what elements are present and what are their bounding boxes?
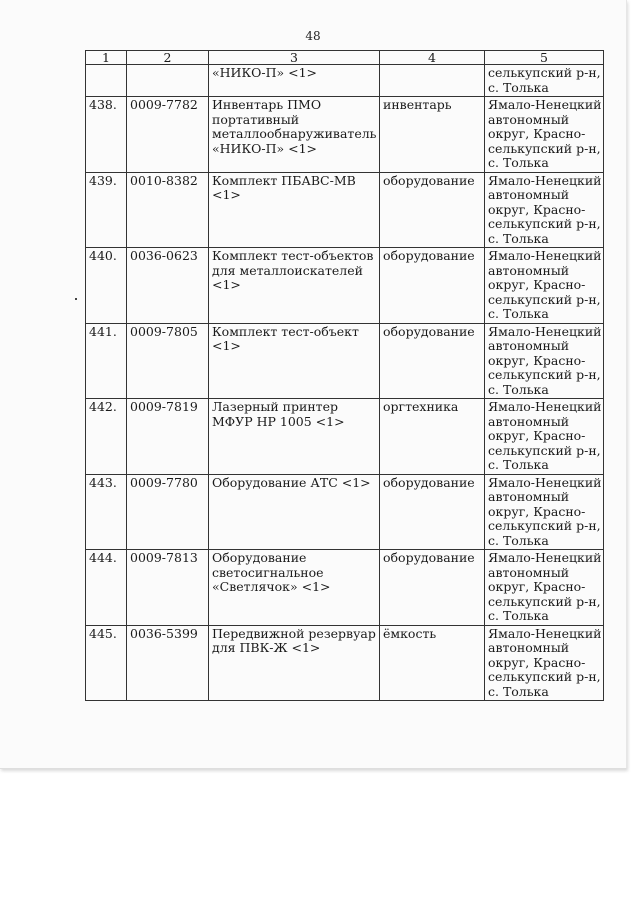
item-name-cell — [209, 172, 380, 248]
location-cell-line: автономный — [488, 187, 570, 202]
location-cell-line: Ямало-Ненецкий — [488, 97, 602, 112]
header-cell-4: 4 — [380, 51, 485, 65]
table-row — [86, 172, 604, 248]
item-name-cell-line: Комплект ПБАВС-МВ — [212, 172, 356, 188]
inventory-code-cell: 0009-7780 — [127, 474, 209, 550]
item-name-cell — [209, 625, 380, 701]
row-number-cell: 438. — [86, 97, 127, 173]
header-cell-5: 5 — [485, 51, 604, 65]
item-name-cell-line: «НИКО-П» <1> — [212, 65, 318, 80]
location-cell-line: автономный — [488, 564, 570, 580]
location-cell-line: автономный — [488, 489, 570, 504]
category-cell: оборудование — [380, 172, 485, 248]
location-cell-line: с. Толька — [488, 683, 549, 699]
table-row — [86, 550, 604, 626]
location-cell-line: Ямало-Ненецкий — [488, 399, 602, 414]
location-cell-line: округ, Красно- — [488, 503, 586, 519]
location-cell-line: автономный — [488, 640, 570, 655]
category-cell: оборудование — [380, 474, 485, 550]
scan-speck — [75, 298, 77, 300]
table-row — [86, 97, 604, 173]
item-name-cell-line: «НИКО-П» <1> — [212, 140, 318, 156]
item-name-cell — [209, 248, 380, 324]
location-cell-line: селькупский р-н, — [488, 669, 601, 684]
location-cell-line: автономный — [488, 262, 570, 278]
location-cell-line: с. Толька — [488, 532, 549, 548]
location-cell-line: округ, Красно- — [488, 201, 586, 217]
item-name-cell-line: Комплект тест-объект — [212, 323, 359, 339]
location-cell — [485, 97, 604, 173]
item-name-cell-line: «Светлячок» <1> — [212, 579, 331, 594]
inventory-code-cell — [127, 65, 209, 97]
item-name-cell — [209, 323, 380, 399]
location-cell — [485, 248, 604, 324]
inventory-code-cell: 0010-8382 — [127, 172, 209, 248]
item-name-cell-line: для ПВК-Ж <1> — [212, 640, 321, 655]
category-cell: оборудование — [380, 550, 485, 626]
location-cell-line: с. Толька — [488, 608, 549, 623]
item-name-cell-line: МФУР HP 1005 <1> — [212, 413, 345, 429]
inventory-table-body — [86, 51, 604, 701]
location-cell-line: с. Толька — [488, 381, 549, 397]
row-number-cell: 441. — [86, 323, 127, 399]
item-name-cell-line: портативный — [212, 111, 300, 127]
category-cell: ёмкость — [380, 625, 485, 701]
table-row — [86, 323, 604, 399]
location-cell-line: с. Толька — [488, 155, 549, 170]
location-cell — [485, 172, 604, 248]
table-header-row — [86, 51, 604, 65]
item-name-cell-line: Комплект тест-объектов — [212, 248, 374, 263]
row-number-cell: 440. — [86, 248, 127, 324]
table-row — [86, 474, 604, 550]
category-cell: оборудование — [380, 248, 485, 324]
location-cell — [485, 625, 604, 701]
item-name-cell-line: Инвентарь ПМО — [212, 97, 322, 112]
location-cell-line: автономный — [488, 338, 570, 353]
location-cell-line: автономный — [488, 413, 570, 429]
item-name-cell — [209, 97, 380, 173]
header-cell-1: 1 — [86, 51, 127, 65]
item-name-cell — [209, 65, 380, 97]
table-row — [86, 65, 604, 97]
location-cell-line: селькупский р-н, — [488, 65, 601, 80]
item-name-cell-line: Оборудование — [212, 550, 307, 565]
category-cell — [380, 65, 485, 97]
location-cell-line: селькупский р-н, — [488, 140, 601, 156]
row-number-cell: 439. — [86, 172, 127, 248]
location-cell — [485, 323, 604, 399]
location-cell-line: округ, Красно- — [488, 654, 586, 670]
location-cell-line: селькупский р-н, — [488, 442, 601, 458]
location-cell-line: округ, Красно- — [488, 579, 586, 594]
category-cell: оргтехника — [380, 399, 485, 475]
item-name-cell-line: <1> — [212, 338, 241, 353]
row-number-cell: 442. — [86, 399, 127, 475]
location-cell-line: с. Толька — [488, 79, 549, 95]
inventory-code-cell: 0009-7805 — [127, 323, 209, 399]
inventory-code-cell: 0009-7813 — [127, 550, 209, 626]
page-number: 48 — [305, 29, 321, 43]
location-cell-line: округ, Красно- — [488, 126, 586, 141]
location-cell-line: Ямало-Ненецкий — [488, 323, 602, 339]
location-cell-line: с. Толька — [488, 306, 549, 321]
location-cell — [485, 550, 604, 626]
item-name-cell — [209, 550, 380, 626]
location-cell-line: Ямало-Ненецкий — [488, 550, 602, 565]
location-cell-line: автономный — [488, 111, 570, 127]
row-number-cell: 444. — [86, 550, 127, 626]
location-cell-line: селькупский р-н, — [488, 216, 601, 231]
table-row — [86, 625, 604, 701]
location-cell-line: селькупский р-н, — [488, 367, 601, 382]
location-cell — [485, 399, 604, 475]
row-number-cell — [86, 65, 127, 97]
inventory-table — [85, 50, 604, 701]
location-cell-line: с. Толька — [488, 230, 549, 246]
location-cell-line: Ямало-Ненецкий — [488, 474, 602, 490]
location-cell-line: Ямало-Ненецкий — [488, 172, 602, 188]
item-name-cell-line: для металлоискателей — [212, 262, 363, 278]
inventory-code-cell: 0009-7819 — [127, 399, 209, 475]
inventory-code-cell: 0036-5399 — [127, 625, 209, 701]
item-name-cell-line: Лазерный принтер — [212, 399, 338, 414]
item-name-cell-line: Оборудование АТС <1> — [212, 474, 371, 490]
table-row — [86, 399, 604, 475]
location-cell-line: селькупский р-н, — [488, 593, 601, 609]
location-cell-line: селькупский р-н, — [488, 291, 601, 307]
location-cell-line: с. Толька — [488, 457, 549, 472]
location-cell — [485, 65, 604, 97]
item-name-cell — [209, 399, 380, 475]
item-name-cell-line: <1> — [212, 277, 241, 292]
location-cell — [485, 474, 604, 550]
location-cell-line: Ямало-Ненецкий — [488, 248, 602, 263]
category-cell: оборудование — [380, 323, 485, 399]
row-number-cell: 443. — [86, 474, 127, 550]
location-cell-line: округ, Красно- — [488, 277, 586, 292]
inventory-code-cell: 0009-7782 — [127, 97, 209, 173]
inventory-code-cell: 0036-0623 — [127, 248, 209, 324]
location-cell-line: Ямало-Ненецкий — [488, 625, 602, 641]
category-cell: инвентарь — [380, 97, 485, 173]
table-row — [86, 248, 604, 324]
item-name-cell-line: Передвижной резервуар — [212, 625, 376, 641]
location-cell-line: округ, Красно- — [488, 352, 586, 368]
header-cell-3: 3 — [209, 51, 380, 65]
item-name-cell — [209, 474, 380, 550]
item-name-cell-line: <1> — [212, 187, 241, 202]
row-number-cell: 445. — [86, 625, 127, 701]
location-cell-line: селькупский р-н, — [488, 518, 601, 533]
location-cell-line: округ, Красно- — [488, 428, 586, 443]
item-name-cell-line: светосигнальное — [212, 564, 324, 580]
header-cell-2: 2 — [127, 51, 209, 65]
item-name-cell-line: металлообнаруживатель — [212, 126, 377, 141]
